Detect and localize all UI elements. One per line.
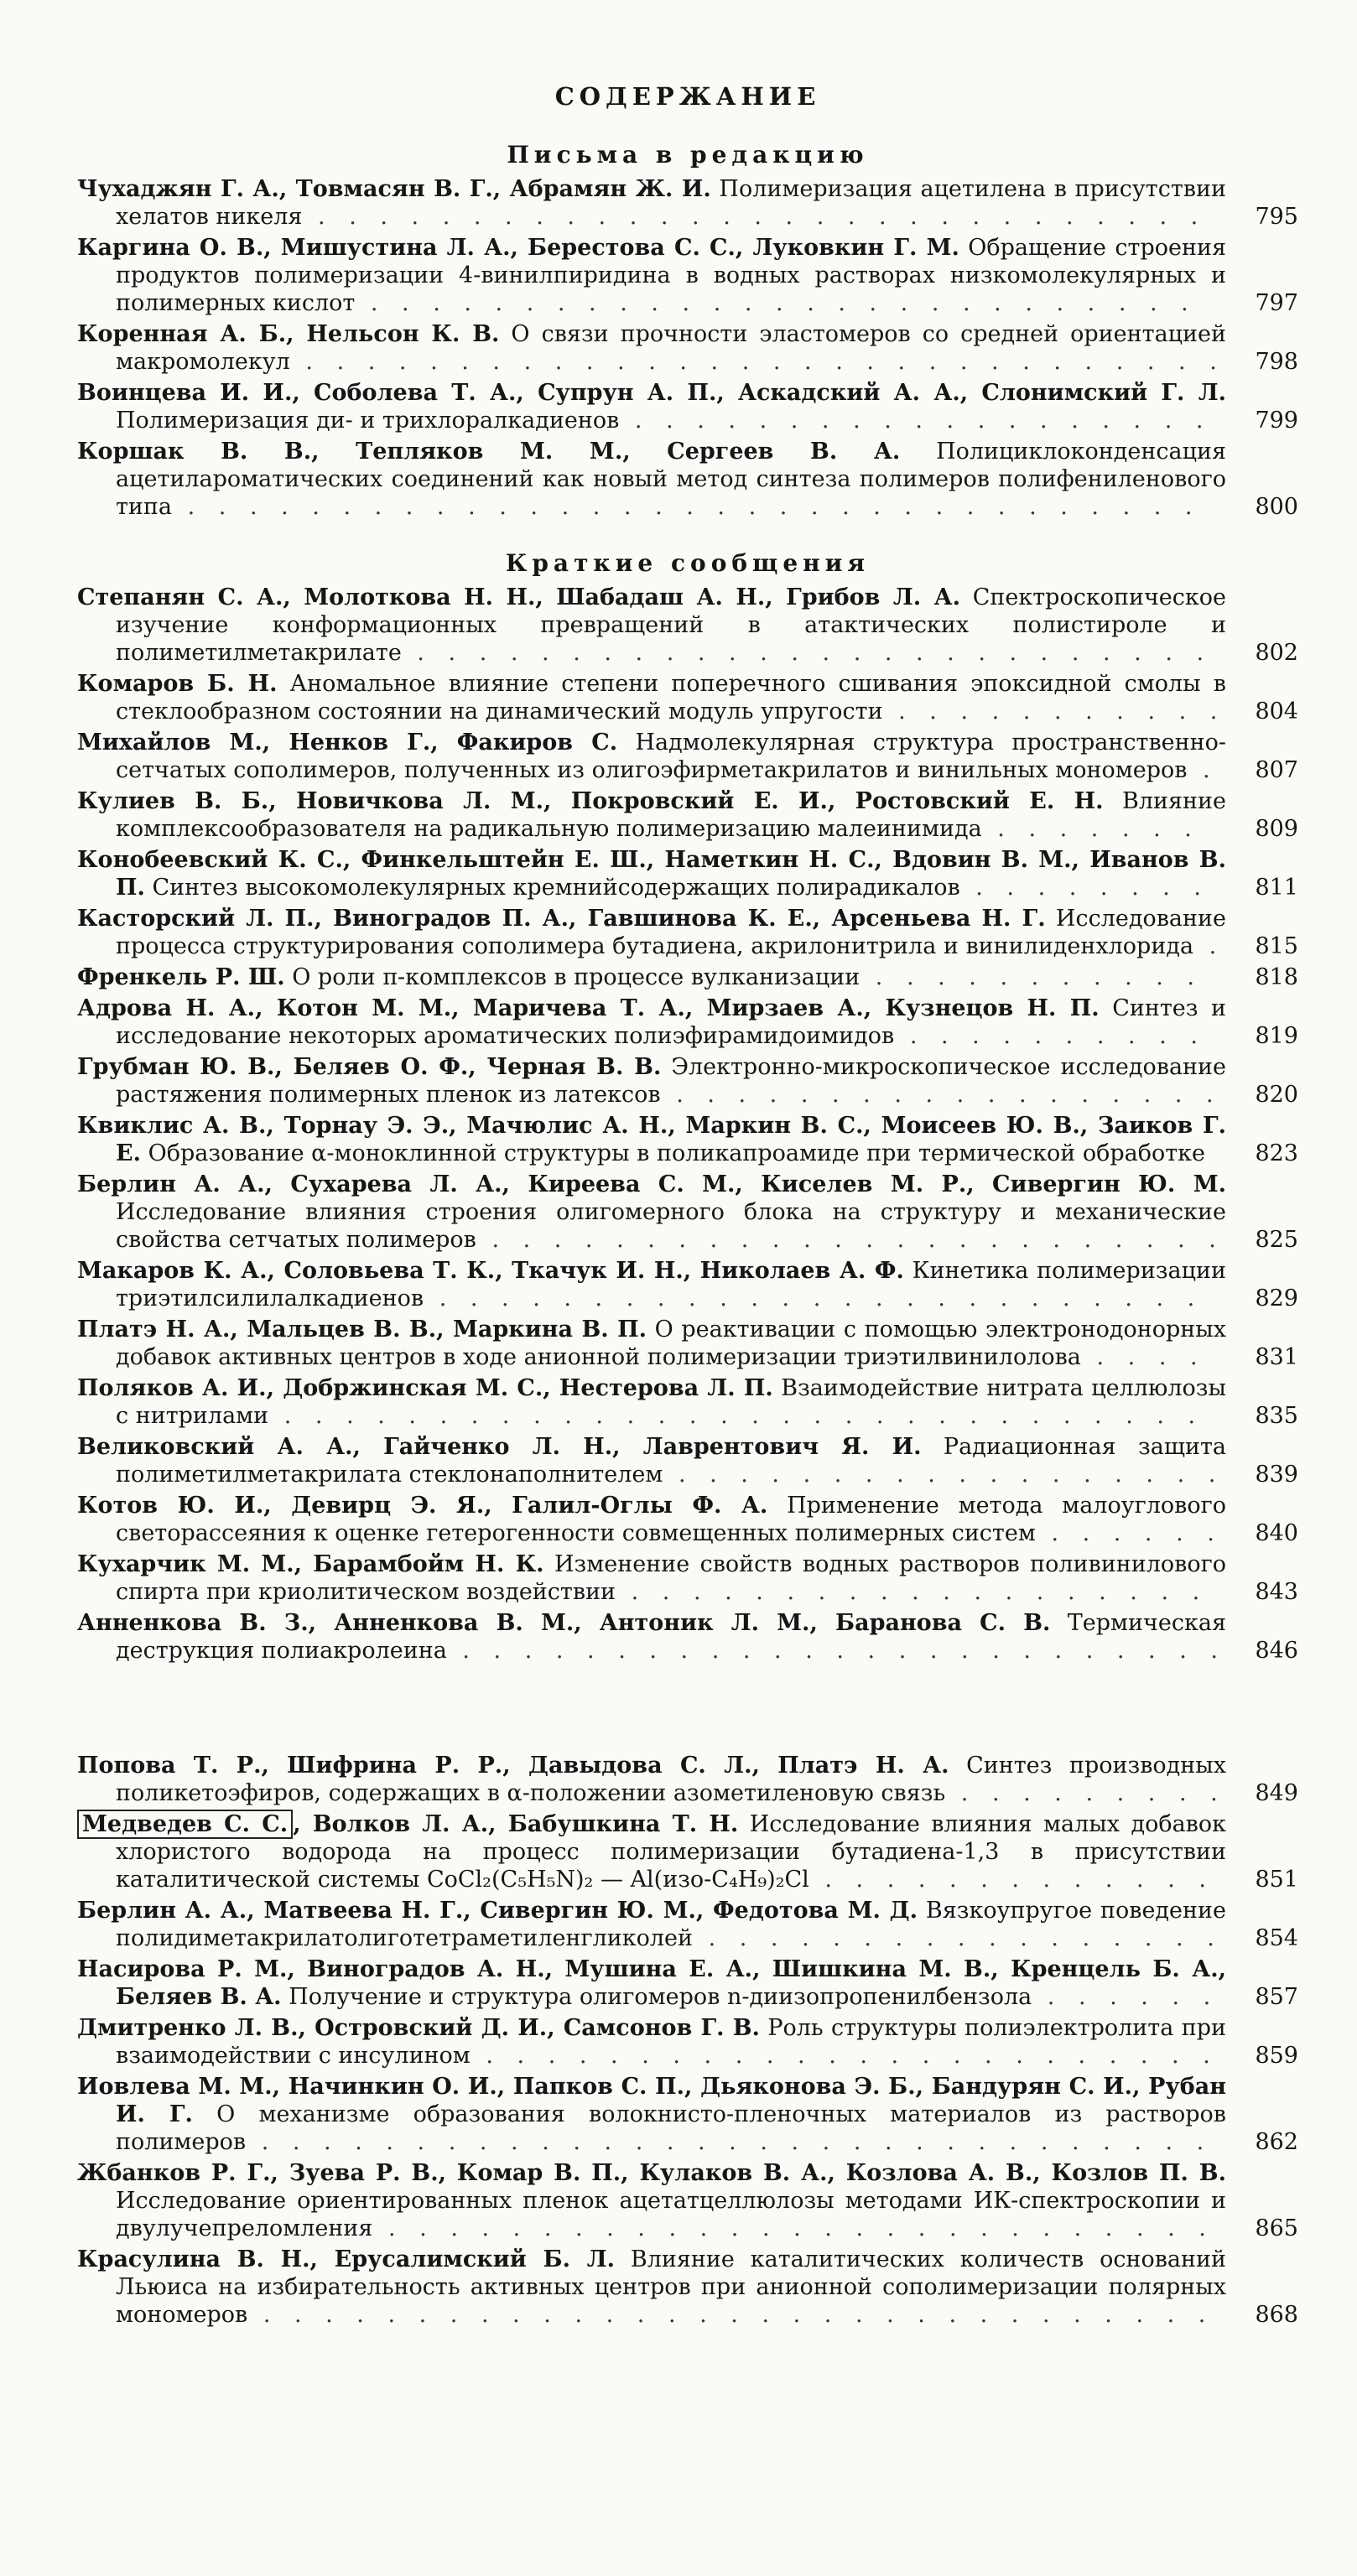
entry-authors: Кулиев В. Б., Новичкова Л. М., Покровский Е. И., Ростовский Е. Н. xyxy=(77,788,1104,814)
dot-leader: . xyxy=(1187,757,1219,783)
entry-text xyxy=(77,1112,1226,1167)
entry-title: Вязкоупругое поведение полидиметакрилатолиготетраметиленгликолей xyxy=(116,1898,1226,1951)
toc-section xyxy=(77,1693,1298,2329)
toc-entry xyxy=(77,1171,1298,1254)
entry-authors: Коренная А. Б., Нельсон К. В. xyxy=(77,321,500,347)
entry-page-number: 820 xyxy=(1255,1082,1298,1108)
entry-title: Электронно-микроскопическое исследование растяжения полимерных пленок из латексов xyxy=(116,1054,1227,1108)
entry-title: Обращение строения продуктов полимеризации 4-винилпиридина в водных растворах низкомолекулярных и полимерных кислот xyxy=(116,235,1226,316)
toc-entry xyxy=(77,320,1298,376)
entry-authors: Конобеевский К. С., Финкельштейн Е. Ш., Наметкин Н. С., Вдовин В. М., Иванов В. П. xyxy=(77,847,1226,901)
dot-leader: . . . . . . . . . . . . . . . . . . . xyxy=(619,408,1212,434)
toc-entry xyxy=(77,846,1298,901)
toc-entry xyxy=(77,2246,1298,2329)
entry-text xyxy=(77,2159,1226,2242)
entry-title: Исследование влияния строения олигомерного блока на структуру и механические свойства сетчатых полимеров xyxy=(116,1199,1226,1253)
entry-authors: Комаров Б. Н. xyxy=(77,671,278,697)
dot-leader: . . . . . . . . . . . . . . . . . . . . . . . . . . . . . . . xyxy=(246,2129,1213,2155)
entry-authors-boxed: Медведев С. С. xyxy=(77,1810,293,1839)
entry-title: Надмолекулярная структура пространственно-сетчатых сополимеров, полученных из олигоэфирметакрилатов и винильных мономеров xyxy=(116,730,1226,783)
entry-authors: Касторский Л. П., Виноградов П. А., Гавшинова К. Е., Арсеньева Н. Г. xyxy=(77,906,1046,932)
entry-page-number: 823 xyxy=(1255,1140,1298,1166)
dot-leader: . . . . . . . . . . . . . . . . . . . . . . . . . xyxy=(446,1638,1226,1664)
entry-title: О связи прочности эластомеров со средней ориентацией макромолекул xyxy=(116,321,1226,375)
entry-text xyxy=(77,1257,1226,1312)
entry-authors: Иовлева М. М., Начинкин О. И., Папков С. П., Дьяконова Э. Б., Бандурян С. И., Рубан И. Г. xyxy=(77,2074,1226,2127)
entry-authors: Макаров К. А., Соловьева Т. К., Ткачук И. Н., Николаев А. Ф. xyxy=(77,1258,904,1284)
toc-entry xyxy=(77,2014,1298,2070)
toc-entry xyxy=(77,1374,1298,1430)
entry-text xyxy=(77,320,1226,376)
toc-entry xyxy=(77,995,1298,1050)
entry-page-number: 859 xyxy=(1255,2043,1298,2069)
entry-title: Исследование влияния малых добавок хлористого водорода на процесс полимеризации бутадиена-1,3 в присутствии каталитической системы CoCl₂(C₅H₅N)₂ — Al(изо-C₄H₉)₂Cl xyxy=(116,1811,1227,1893)
toc-entry xyxy=(77,2073,1298,2156)
entry-title: О роли π-комплексов в процессе вулканизации xyxy=(284,964,860,990)
entry-authors: Степанян С. А., Молоткова Н. Н., Шабадаш А. Н., Грибов Л. А. xyxy=(77,584,961,610)
entry-page-number: 868 xyxy=(1255,2302,1298,2328)
entry-authors: Берлин А. А., Матвеева Н. Г., Сивергин Ю. М., Федотова М. Д. xyxy=(77,1898,918,1924)
entry-page-number: 795 xyxy=(1255,204,1298,230)
entry-text xyxy=(77,1955,1226,2011)
dot-leader: . . . . . . . . . . . xyxy=(882,699,1226,724)
dot-leader: . . . . . . xyxy=(1035,1520,1223,1546)
dot-leader: . . . . . . . . . . . . . . . . . . . . . . . . . . xyxy=(401,640,1213,666)
entry-authors: Насирова Р. М., Виноградов А. Н., Мушина Е. А., Шишкина М. В., Кренцель Б. А., Беляев В. А. xyxy=(77,1956,1226,2010)
entry-title: Получение и структура олигомеров n-диизопропенилбензола xyxy=(281,1984,1032,2010)
entry-authors: Красулина В. Н., Ерусалимский Б. Л. xyxy=(77,2246,615,2272)
toc-entry xyxy=(77,1053,1298,1109)
entry-title: Синтез производных поликетоэфиров, содержащих в α-положении азометиленовую связь xyxy=(116,1753,1226,1806)
entry-page-number: 800 xyxy=(1255,494,1298,520)
entry-authors: Воинцева И. И., Соболева Т. А., Супрун А. П., Аскадский А. А., Слонимский Г. Л. xyxy=(77,380,1226,406)
entry-page-number: 799 xyxy=(1255,408,1298,434)
entry-text xyxy=(77,1609,1226,1665)
entry-text xyxy=(77,584,1226,667)
toc-entry xyxy=(77,1492,1298,1547)
entry-text xyxy=(77,1492,1226,1547)
entry-title: Влияние каталитических количеств оснований Льюиса на избирательность активных центров при анионной сополимеризации полярных мономеров xyxy=(116,2246,1226,2328)
toc-entry xyxy=(77,1550,1298,1606)
entry-page-number: 840 xyxy=(1255,1520,1298,1546)
toc-entry xyxy=(77,438,1298,521)
toc-entry xyxy=(77,584,1298,667)
entry-page-number: 804 xyxy=(1255,699,1298,724)
entry-page-number: 862 xyxy=(1255,2129,1298,2155)
entry-title: Синтез высокомолекулярных кремнийсодержащих полирадикалов xyxy=(144,875,960,901)
entry-text xyxy=(77,175,1226,231)
toc-section xyxy=(77,141,1298,521)
entry-text xyxy=(77,1316,1226,1371)
entry-title: О реактивации с помощью электронодонорных добавок активных центров в ходе анионной полимеризации триэтилвинилолова xyxy=(116,1317,1226,1370)
entry-title: Взаимодействие нитрата целлюлозы с нитрилами xyxy=(116,1375,1226,1429)
entry-page-number: 829 xyxy=(1255,1285,1298,1311)
entry-title: Кинетика полимеризации триэтилсилилалкадиенов xyxy=(116,1258,1226,1311)
entry-authors: Каргина О. В., Мишустина Л. А., Берестова С. С., Луковкин Г. М. xyxy=(77,235,959,261)
entry-page-number: 825 xyxy=(1255,1227,1298,1253)
dot-leader: . . . . . . . . . . . . . . . . . xyxy=(693,1925,1223,1951)
toc-entry xyxy=(77,787,1298,843)
dot-leader: . xyxy=(1193,933,1225,959)
entry-text xyxy=(77,905,1226,960)
entry-text xyxy=(77,379,1226,434)
entry-page-number: 807 xyxy=(1255,757,1298,783)
dot-leader: . . . . . . . . . . . xyxy=(860,964,1204,990)
entry-authors: Жбанков Р. Г., Зуева Р. В., Комар В. П., Кулаков В. А., Козлова А. В., Козлов П. В. xyxy=(77,2160,1226,2186)
toc-section xyxy=(77,549,1298,1665)
dot-leader: . . . . . . xyxy=(1032,1984,1219,2010)
section-heading: Письма в редакцию xyxy=(507,141,869,169)
entry-text xyxy=(77,963,1226,991)
dot-leader: . . . . . . . . . . . . . . . . . . . . . . . . . . . . . . . xyxy=(247,2302,1214,2328)
entry-authors: Поляков А. И., Добржинская М. С., Нестерова Л. П. xyxy=(77,1375,773,1401)
entry-authors: Великовский А. А., Гайченко Л. Н., Лаврентович Я. И. xyxy=(77,1434,922,1460)
entry-text xyxy=(77,1810,1226,1893)
toc-entry xyxy=(77,1897,1298,1952)
dot-leader: . . . . . . . xyxy=(981,816,1200,842)
entry-authors: , Волков Л. А., Бабушкина Т. Н. xyxy=(293,1811,739,1837)
entry-title: Термическая деструкция полиакролеина xyxy=(116,1610,1226,1664)
entry-text xyxy=(77,234,1226,317)
entry-title: Применение метода малоуглового светорассеяния к оценке гетерогенности совмещенных полимерных систем xyxy=(116,1493,1227,1546)
entry-authors: Михайлов М., Ненков Г., Факиров С. xyxy=(77,730,618,756)
toc-entry xyxy=(77,1609,1298,1665)
entry-title: Влияние комплексообразователя на радикальную полимеризацию малеинимида xyxy=(116,788,1226,842)
entry-page-number: 851 xyxy=(1255,1867,1298,1893)
entry-page-number: 818 xyxy=(1255,964,1298,990)
entry-text xyxy=(77,438,1226,521)
entry-page-number: 849 xyxy=(1255,1780,1298,1806)
entry-page-number: 831 xyxy=(1255,1344,1298,1370)
entry-title: Исследование процесса структурирования сополимера бутадиена, акрилонитрила и винилиденхлорида xyxy=(116,906,1226,959)
entry-title: Полимеризация ди- и трихлоралкадиенов xyxy=(116,408,620,434)
section-spacer xyxy=(77,1693,1298,1752)
dot-leader: . . . . . . . . . . . . . . . . . . . . . . . . . xyxy=(424,1285,1204,1311)
dot-leader: . . . . . . . . . . . . . . . . . . . . . . . . . . . . . . . . . xyxy=(172,494,1201,520)
entry-text xyxy=(77,1752,1226,1807)
toc-entry xyxy=(77,379,1298,434)
toc-entry xyxy=(77,175,1298,231)
toc-entry xyxy=(77,2159,1298,2242)
entry-page-number: 843 xyxy=(1255,1579,1298,1605)
entry-title: Изменение свойств водных растворов поливинилового спирта при криолитическом воздействии xyxy=(116,1551,1226,1605)
dot-leader: . . . . . . . . . . . . . xyxy=(808,1867,1214,1893)
entry-title: Аномальное влияние степени поперечного сшивания эпоксидной смолы в стеклообразном состоянии на динамический модуль упругости xyxy=(116,671,1226,724)
entry-page-number: 809 xyxy=(1255,816,1298,842)
entry-title: О механизме образования волокнисто-пленочных материалов из растворов полимеров xyxy=(116,2101,1226,2155)
toc-entry xyxy=(77,234,1298,317)
entry-page-number: 857 xyxy=(1255,1984,1298,2010)
dot-leader: . . . . . . . . . . . . . . . . . . xyxy=(663,1462,1224,1488)
dot-leader: . . . . . . . . . . xyxy=(894,1023,1206,1049)
entry-authors: Котов Ю. И., Девирц Э. Я., Галил-Оглы Ф. А. xyxy=(77,1493,768,1519)
entry-authors: Попова Т. Р., Шифрина Р. Р., Давыдова С. Л., Платэ Н. А. xyxy=(77,1753,949,1779)
entry-page-number: 811 xyxy=(1255,875,1298,901)
entry-text xyxy=(77,2073,1226,2156)
entry-authors: Квиклис А. В., Торнау Э. Э., Мачюлис А. Н., Маркин В. С., Моисеев Ю. В., Заиков Г. Е. xyxy=(77,1113,1226,1166)
entry-authors: Кухарчик М. М., Барамбойм Н. К. xyxy=(77,1551,544,1577)
entry-text xyxy=(77,1053,1226,1109)
entry-title: Роль структуры полиэлектролита при взаимодействии с инсулином xyxy=(116,2015,1226,2069)
toc-sections xyxy=(77,141,1298,2329)
entry-text xyxy=(77,1550,1226,1606)
toc-entry xyxy=(77,963,1298,991)
toc-entry xyxy=(77,1752,1298,1807)
entry-authors: Коршак В. В., Тепляков М. М., Сергеев В. А. xyxy=(77,439,901,465)
toc-entry xyxy=(77,1316,1298,1371)
entry-page-number: 865 xyxy=(1255,2215,1298,2241)
entry-authors: Дмитренко Л. В., Островский Д. И., Самсонов Г. В. xyxy=(77,2015,760,2041)
dot-leader: . . . . . . . . . . . . . . . . . . xyxy=(660,1082,1222,1108)
entry-title: Радиационная защита полиметилметакрилата стеклонаполнителем xyxy=(116,1434,1226,1488)
dot-leader: . . . . . . . . . . . . . . . . . . . . . . . . . . . . . . xyxy=(289,349,1225,375)
entry-page-number: 835 xyxy=(1255,1403,1298,1429)
entry-text xyxy=(77,846,1226,901)
page-title: СОДЕРЖАНИЕ xyxy=(554,82,821,111)
entry-authors: Берлин А. А., Сухарева Л. А., Киреева С. М., Киселев М. Р., Сивергин Ю. М. xyxy=(77,1171,1226,1197)
entry-title: Спектроскопическое изучение конформационных превращений в атактических полистироле и полиметилметакрилате xyxy=(116,584,1227,666)
dot-leader: . . . . . . . . xyxy=(959,875,1210,901)
toc-entry xyxy=(77,905,1298,960)
toc-entry xyxy=(77,670,1298,725)
entry-text xyxy=(77,1897,1226,1952)
dot-leader: . . . . . . . . . . . . . . . . . . . . . . . . xyxy=(476,1227,1224,1253)
entry-text xyxy=(77,1433,1226,1488)
entry-page-number: 839 xyxy=(1255,1462,1298,1488)
entry-text xyxy=(77,995,1226,1050)
toc-entry xyxy=(77,1112,1298,1167)
entry-title: Синтез и исследование некоторых ароматических полиэфирамидоимидов xyxy=(116,995,1226,1049)
entry-authors: Платэ Н. А., Мальцев В. В., Маркина В. П. xyxy=(77,1317,647,1343)
dot-leader: . . . . . . . . . . . . . . . . . . . . . . . . . . . . . . xyxy=(268,1403,1204,1429)
toc-entry xyxy=(77,1257,1298,1312)
dot-leader: . . . . . . . . . . . . . . . . . . . . . . . . . . . xyxy=(372,2215,1214,2241)
entry-text xyxy=(77,1171,1226,1254)
entry-page-number: 846 xyxy=(1255,1638,1298,1664)
toc-entry xyxy=(77,729,1298,784)
entry-title: Полициклоконденсация ацетилароматических соединений как новый метод синтеза полимеров полифениленового типа xyxy=(116,439,1226,520)
entry-page-number: 797 xyxy=(1255,290,1298,316)
dot-leader: . . . . xyxy=(1080,1344,1206,1370)
entry-title: Исследование ориентированных пленок ацетатцеллюлозы методами ИК-спектроскопии и двулучепреломления xyxy=(116,2188,1226,2241)
entry-authors: Чухаджян Г. А., Товмасян В. Г., Абрамян Ж. И. xyxy=(77,176,711,202)
dot-leader: . . . . . . . . . . . . . . . . . . . . . . . . . . . . . xyxy=(302,204,1207,230)
entry-text xyxy=(77,2246,1226,2329)
entry-page-number: 854 xyxy=(1255,1925,1298,1951)
toc-entry xyxy=(77,1433,1298,1488)
entry-page-number: 802 xyxy=(1255,640,1298,666)
entry-text xyxy=(77,729,1226,784)
entry-title: Образование α-моноклинной структуры в поликапроамиде при термической обработке xyxy=(140,1140,1206,1166)
dot-leader: . . . . . . . . . . . . . . . . . . . . . . . . xyxy=(470,2043,1219,2069)
dot-leader: . . . . . . . . . . . . . . . . . . . xyxy=(616,1579,1209,1605)
entry-page-number: 798 xyxy=(1255,349,1298,375)
entry-authors: Грубман Ю. В., Беляев О. Ф., Черная В. В. xyxy=(77,1054,662,1080)
entry-authors: Адрова Н. А., Котон М. М., Маричева Т. А., Мирзаев А., Кузнецов Н. П. xyxy=(77,995,1100,1021)
entry-page-number: 819 xyxy=(1255,1023,1298,1049)
section-heading: Краткие сообщения xyxy=(505,549,871,577)
entry-text xyxy=(77,670,1226,725)
entry-text xyxy=(77,787,1226,843)
toc-entry xyxy=(77,1810,1298,1893)
dot-leader: . . . . . . . . . xyxy=(945,1780,1226,1806)
entry-text xyxy=(77,2014,1226,2070)
entry-page-number: 815 xyxy=(1255,933,1298,959)
entry-authors: Анненкова В. З., Анненкова В. М., Антоник Л. М., Баранова С. В. xyxy=(77,1610,1051,1636)
entry-title: Полимеризация ацетилена в присутствии хелатов никеля xyxy=(116,176,1226,230)
entry-text xyxy=(77,1374,1226,1430)
entry-authors: Френкель Р. Ш. xyxy=(77,964,285,990)
dot-leader: . . . . . . . . . . . . . . . . . . . . . . . . . . . xyxy=(355,290,1197,316)
toc-entry xyxy=(77,1955,1298,2011)
